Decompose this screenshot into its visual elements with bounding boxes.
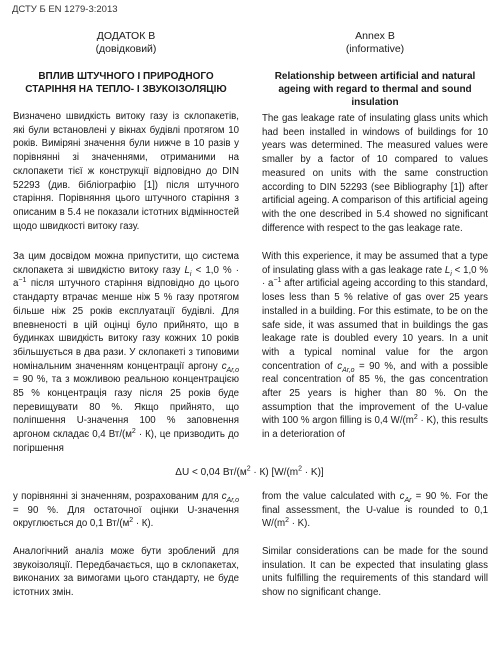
right-paragraph-2: With this experience, it may be assumed that a type of insulating glass with a gas leakage rate $L_i < 1,0$ % · $a^{-1}$ after artificial ageing according to this standard, loses less than 5 % relative of gas over 25 years installed in a building. For this estimate, to be on the safe side, it was assumed that in buildings the gas leakage rate is doubled every 10 years. In a unit with a typical nominal value for the argon concentration of $c_{Ar,o} = 90$ %, and with a possible real concentration of 85 %, the gas concentration after 25 years is higher than 80 %. On the assumption that the improvement of the U-value with 100 % argon filling is 0,4 $W/(m^2 \cdot K)$, this results in a deterioration of (262, 251, 488, 441)
formula: ΔU < 0,04 $Вт/(м^2 \cdot К) [W/(m^2 \cdot K)]$ (175, 465, 324, 478)
left-paragraph-1: Визначено швидкість витоку газу із склопакетів, які були встановлені у вікнах будівлі протягом 10 років. Виміряні значення були нижче в 10 разів у порівнянні зі значеннями, отриманими на склопакети тієї ж конструкції відповідно до DIN 52293 (див. бібліографію [1]) після штучного старіння. Порівняння цього штучного старіння з описаним в 5.4 не показали істотних відмінностей щодо швидкості витоку газу. (13, 111, 239, 232)
right-paragraph-1: The gas leakage rate of insulating glass units which had been installed in windows of buildings for 10 years was determined. The measured values were smaller by a factor of 10 compared to values measured on units with the same construction according to DIN 52293 (see Bibliography [1]) after artificial ageing. A comparison of this artificial ageing with the one described in 5.4 showed no significant difference with respect to the gas leakage rate. (262, 113, 488, 234)
annex-type: (довідковий) (95, 43, 157, 55)
annex-title: ВПЛИВ ШТУЧНОГО І ПРИРОДНОГО СТАРІННЯ НА ТЕПЛО- І ЗВУКОІЗОЛЯЦІЮ (25, 71, 227, 95)
right-column (262, 30, 488, 56)
left-paragraph-2: За цим досвідом можна припустити, що система склопакета зі швидкістю витоку газу $L_i < 1,0$ % · $а^{-1}$ після штучного старіння відповідно до цього стандарту втрачає менше ніж 5 % газу протягом більше ніж 25 років експлуатації будівлі. Для впевненості в цій оцінці було прийнято, що в будинках швидкість витоку газу кожних 10 років збільшується в два рази. У склопакеті з типовими номінальним значенням концентрації аргону $c_{Ar,o} = 90$ %, та з можливою реальною концентрацією 85 % концентрація газу після 25 років буде перевищувати 80 %. Якщо прийнято, що поліпшення U-значення 100 % заповнення аргоном складає 0,4 $Вт/(м^2 \cdot К)$, це призводить до погіршення (13, 251, 240, 454)
right-paragraph-4: Similar considerations can be made for the sound insulation. It can be expected that insulating glass units fulfilling the requirements of this standard will show no significant change. (262, 546, 488, 599)
document-code: ДСТУ Б EN 1279-3:2013 (12, 4, 118, 15)
annex-label-en: Annex B (355, 30, 395, 42)
right-paragraph-3: from the value calculated with $c_{Ar} = 90$ %. For the final assessment, the U-value is rounded to 0,1 $W/(m^2 \cdot K)$. (262, 491, 488, 530)
left-paragraph-4: Аналогічний аналіз може бути зроблений для звукоізоляції. Передбачається, що в склопакетах, виконаних за вимогами цього стандарту, не буде істотних змін. (13, 546, 239, 599)
left-paragraph-3: у порівнянні зі значенням, розрахованим для $c_{Ar,o} = 90$ %. Для остаточної оцінки U-значення округлюється до 0,1 $Вт/(м^2 \cdot К)$. (13, 491, 239, 530)
left-column (13, 30, 239, 56)
annex-label: ДОДАТОК В (96, 30, 156, 42)
annex-title-en: Relationship between artificial and natural ageing with regard to thermal and sound insulation (274, 71, 476, 108)
annex-type-en: (informative) (345, 43, 405, 55)
